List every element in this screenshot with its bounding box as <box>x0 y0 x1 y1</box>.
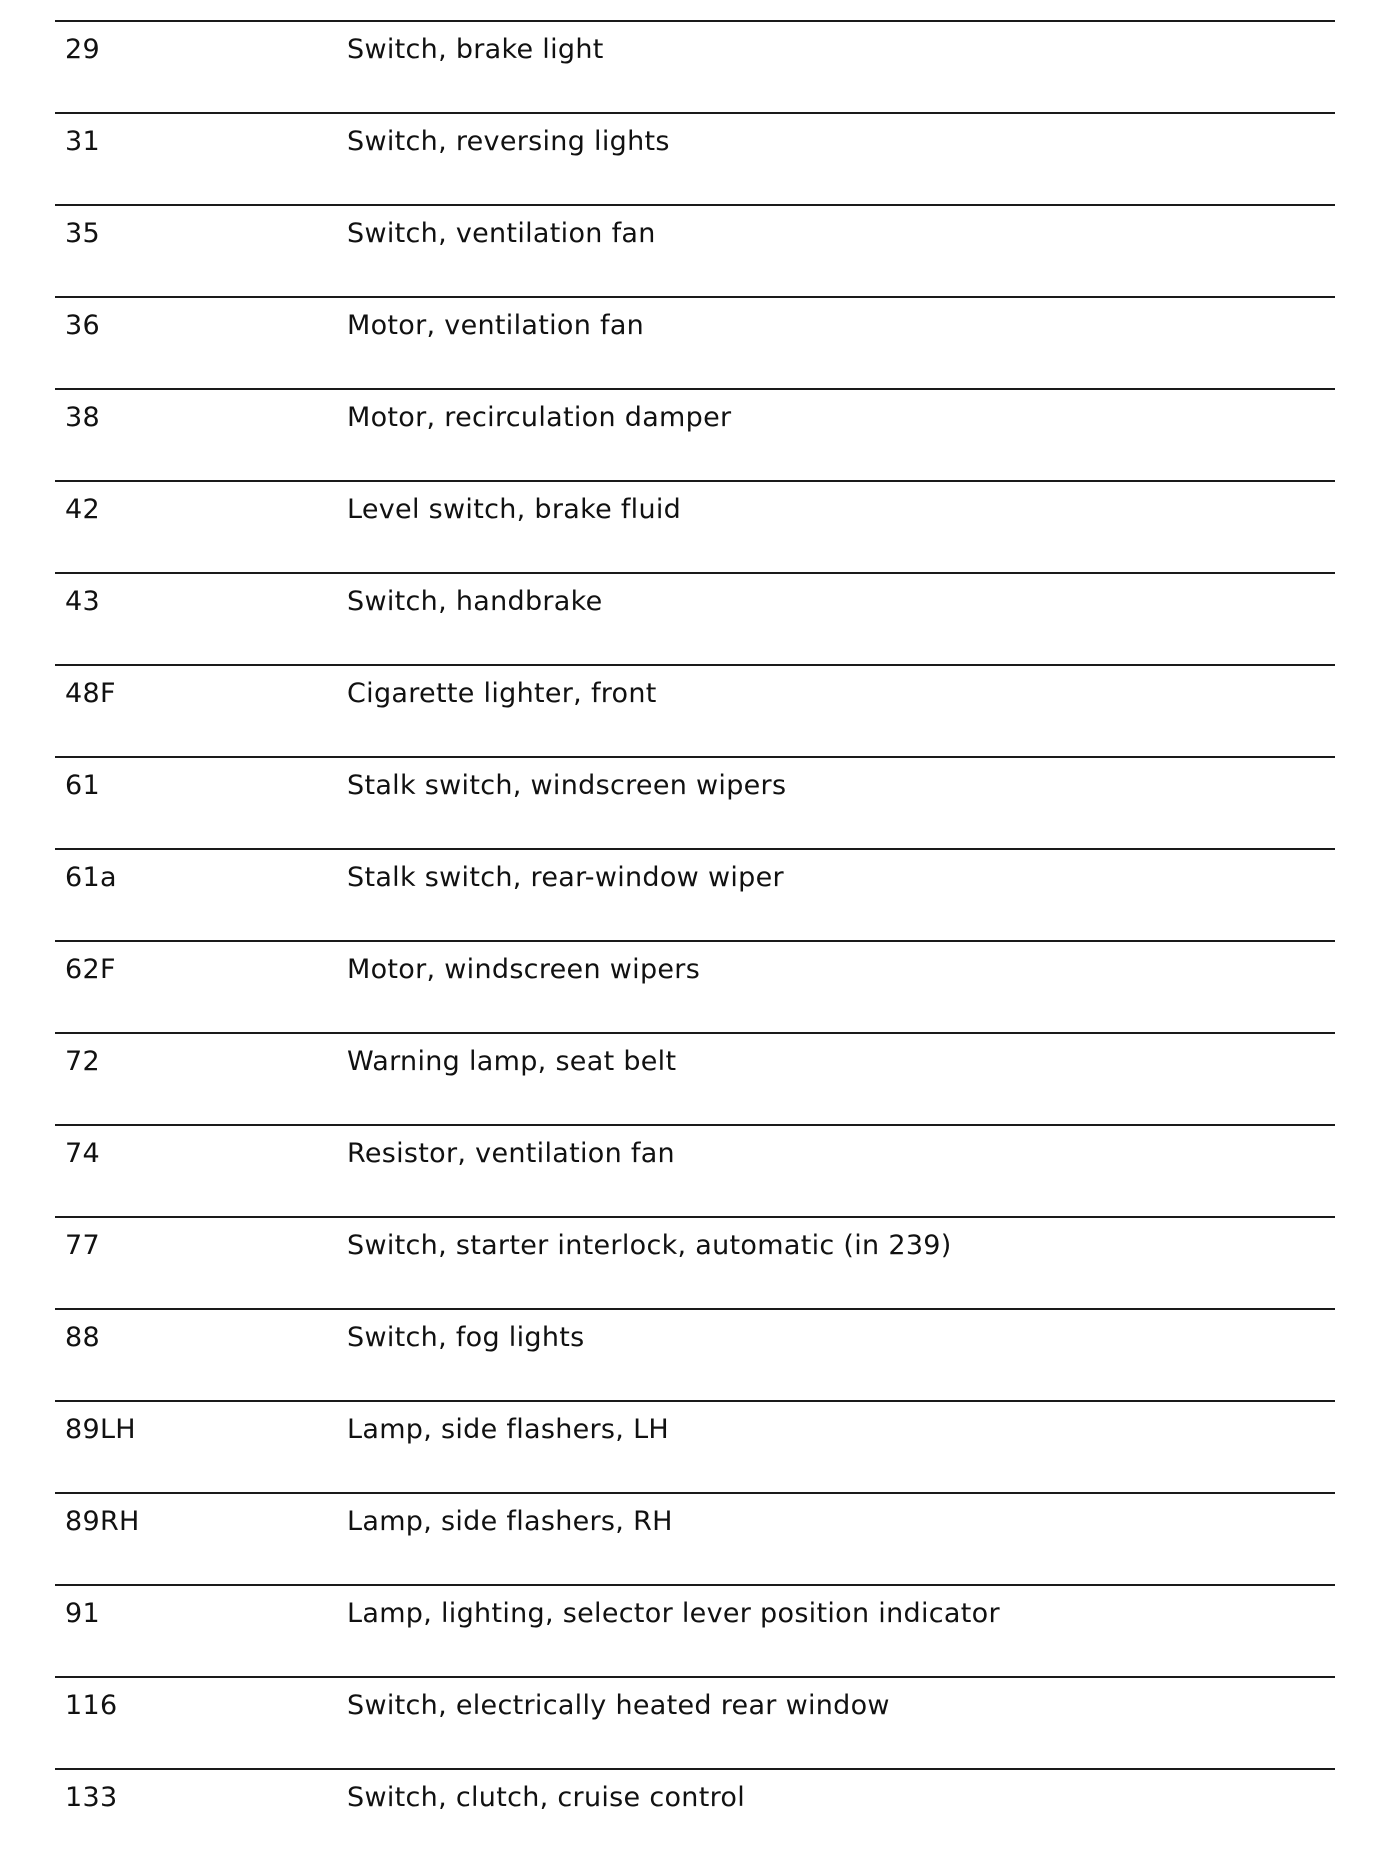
component-code: 61a <box>65 862 117 893</box>
table-row <box>55 388 1335 480</box>
component-description: Switch, brake light <box>347 34 604 65</box>
component-code: 62F <box>65 954 116 985</box>
component-code: 35 <box>65 218 100 249</box>
component-code: 89RH <box>65 1506 140 1537</box>
component-code: 89LH <box>65 1414 136 1445</box>
component-description: Motor, windscreen wipers <box>347 954 701 985</box>
component-code: 88 <box>65 1322 100 1353</box>
table-row <box>55 664 1335 756</box>
table-row <box>55 848 1335 940</box>
table-row <box>55 1492 1335 1584</box>
component-code: 29 <box>65 34 100 65</box>
table-row <box>55 480 1335 572</box>
component-code: 38 <box>65 402 100 433</box>
component-description: Stalk switch, rear-window wiper <box>347 862 784 893</box>
component-description: Switch, handbrake <box>347 586 603 617</box>
table-row <box>55 1676 1335 1768</box>
component-description: Switch, starter interlock, automatic (in 239) <box>347 1230 952 1261</box>
component-description: Switch, electrically heated rear window <box>347 1690 890 1721</box>
component-description: Lamp, lighting, selector lever position indicator <box>347 1598 1000 1629</box>
table-row <box>55 20 1335 112</box>
component-description: Stalk switch, windscreen wipers <box>347 770 787 801</box>
component-code: 48F <box>65 678 116 709</box>
component-code: 42 <box>65 494 100 525</box>
component-description: Resistor, ventilation fan <box>347 1138 675 1169</box>
component-description: Cigarette lighter, front <box>347 678 657 709</box>
table-row <box>55 1768 1335 1860</box>
component-code: 77 <box>65 1230 100 1261</box>
component-description: Warning lamp, seat belt <box>347 1046 677 1077</box>
table-row <box>55 296 1335 388</box>
table-row <box>55 572 1335 664</box>
component-description: Level switch, brake fluid <box>347 494 682 525</box>
component-table <box>55 20 1335 1860</box>
table-row <box>55 1032 1335 1124</box>
component-code: 31 <box>65 126 100 157</box>
component-description: Lamp, side flashers, LH <box>347 1414 670 1445</box>
table-row <box>55 204 1335 296</box>
component-code: 91 <box>65 1598 100 1629</box>
component-description: Switch, clutch, cruise control <box>347 1782 746 1813</box>
component-code: 116 <box>65 1690 118 1721</box>
table-row <box>55 1584 1335 1676</box>
component-code: 61 <box>65 770 100 801</box>
table-row <box>55 1124 1335 1216</box>
component-description: Switch, ventilation fan <box>347 218 656 249</box>
component-code: 43 <box>65 586 100 617</box>
component-code: 74 <box>65 1138 100 1169</box>
component-description: Switch, fog lights <box>347 1322 585 1353</box>
component-code: 72 <box>65 1046 100 1077</box>
component-description: Lamp, side flashers, RH <box>347 1506 673 1537</box>
component-code: 36 <box>65 310 100 341</box>
table-row <box>55 1308 1335 1400</box>
table-row <box>55 940 1335 1032</box>
component-description: Motor, recirculation damper <box>347 402 732 433</box>
component-description: Switch, reversing lights <box>347 126 670 157</box>
table-row <box>55 112 1335 204</box>
component-description: Motor, ventilation fan <box>347 310 645 341</box>
table-row <box>55 1400 1335 1492</box>
table-row <box>55 1216 1335 1308</box>
component-code: 133 <box>65 1782 118 1813</box>
table-row <box>55 756 1335 848</box>
